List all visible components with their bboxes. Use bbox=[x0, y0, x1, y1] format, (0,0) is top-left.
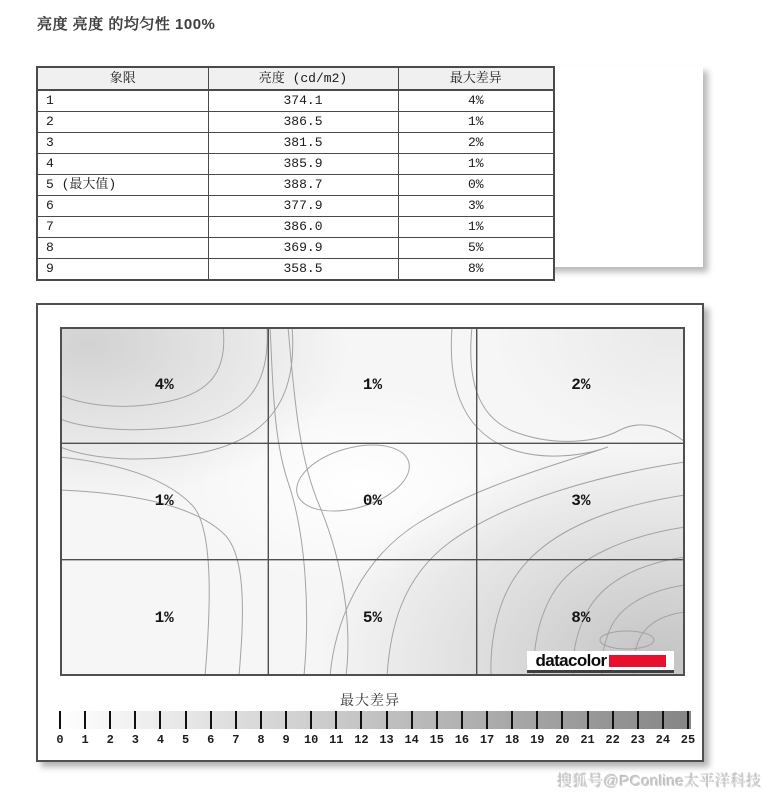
table-cell: 377.9 bbox=[208, 196, 398, 217]
watermark: 搜狐号@PConline太平洋科技 bbox=[557, 773, 762, 790]
table-cell: 1 bbox=[37, 90, 208, 112]
quadrant-label: 0% bbox=[362, 492, 383, 511]
scale-tick-label: 23 bbox=[630, 733, 645, 747]
quadrant-label: 1% bbox=[362, 376, 383, 395]
scale-tick bbox=[159, 711, 161, 729]
scale-tick bbox=[335, 711, 337, 729]
scale-tick-label: 17 bbox=[479, 733, 495, 747]
table-cell: 1% bbox=[398, 217, 554, 238]
scale-tick bbox=[134, 711, 136, 729]
quadrant-label: 5% bbox=[362, 608, 383, 627]
scale-tick bbox=[84, 711, 86, 729]
quadrant-label: 8% bbox=[571, 608, 591, 627]
uniformity-contour-panel bbox=[36, 303, 704, 762]
scale-tick bbox=[536, 711, 538, 729]
scale-tick bbox=[587, 711, 589, 729]
scale-tick bbox=[260, 711, 262, 729]
scale-tick-label: 6 bbox=[207, 733, 215, 747]
scale-tick bbox=[285, 711, 287, 729]
scale-tick-label: 15 bbox=[429, 733, 444, 747]
table-cell: 4 bbox=[37, 154, 208, 175]
scale-tick-label: 22 bbox=[605, 733, 620, 747]
scale-tick-label: 0 bbox=[56, 733, 64, 747]
table-cell: 3 bbox=[37, 133, 208, 154]
table-cell: 4% bbox=[398, 90, 554, 112]
scale-tick bbox=[109, 711, 111, 729]
scale-tick-label: 11 bbox=[329, 733, 344, 747]
table-cell: 386.5 bbox=[208, 112, 398, 133]
datacolor-logo-red-bar bbox=[609, 655, 666, 667]
table-row bbox=[37, 238, 554, 259]
scale-tick-label: 13 bbox=[379, 733, 394, 747]
table-cell: 369.9 bbox=[208, 238, 398, 259]
table-cell: 5 (最大值) bbox=[37, 175, 208, 196]
scale-tick bbox=[637, 711, 639, 729]
contour-map bbox=[60, 327, 685, 676]
table-cell: 0% bbox=[398, 175, 554, 196]
table-header-cell: 最大差异 bbox=[398, 67, 554, 90]
table-row bbox=[37, 154, 554, 175]
uniformity-table-panel bbox=[36, 66, 703, 276]
table-row bbox=[37, 196, 554, 217]
table-cell: 8 bbox=[37, 238, 208, 259]
scale-tick bbox=[360, 711, 362, 729]
table-header-row bbox=[37, 67, 554, 90]
table-cell: 2 bbox=[37, 112, 208, 133]
table-row bbox=[37, 217, 554, 238]
quadrant-label: 3% bbox=[571, 492, 591, 511]
scale-tick-label: 1 bbox=[81, 733, 89, 747]
scale-tick-label: 2 bbox=[106, 733, 114, 747]
table-row bbox=[37, 133, 554, 154]
quadrant-label: 2% bbox=[571, 376, 591, 395]
quadrant-label: 1% bbox=[154, 492, 174, 511]
table-cell: 385.9 bbox=[208, 154, 398, 175]
scale-tick bbox=[436, 711, 438, 729]
scale-tick bbox=[687, 711, 689, 729]
scale-tick-label: 16 bbox=[454, 733, 470, 747]
scale-tick-label: 14 bbox=[404, 733, 419, 747]
quadrant-label: 4% bbox=[154, 376, 174, 395]
table-cell: 381.5 bbox=[208, 133, 398, 154]
scale-tick bbox=[461, 711, 463, 729]
scale-tick-label: 12 bbox=[354, 733, 369, 747]
table-cell: 9 bbox=[37, 259, 208, 281]
scale-tick bbox=[185, 711, 187, 729]
scale-tick bbox=[561, 711, 563, 729]
scale-tick bbox=[511, 711, 513, 729]
table-cell: 6 bbox=[37, 196, 208, 217]
table-cell: 1% bbox=[398, 154, 554, 175]
table-cell: 386.0 bbox=[208, 217, 398, 238]
scale-tick bbox=[662, 711, 664, 729]
datacolor-logo bbox=[527, 651, 674, 673]
table-header-cell: 亮度 (cd/m2) bbox=[208, 67, 398, 90]
quadrant-label: 1% bbox=[154, 608, 174, 627]
quadrant-labels bbox=[60, 327, 685, 676]
scale-tick bbox=[411, 711, 413, 729]
scale-title: 最大差异 bbox=[340, 692, 400, 708]
scale-tick-label: 4 bbox=[156, 733, 165, 747]
table-cell: 358.5 bbox=[208, 259, 398, 281]
table-cell: 1% bbox=[398, 112, 554, 133]
scale-tick bbox=[59, 711, 61, 729]
scale-tick-label: 20 bbox=[555, 733, 570, 747]
scale-tick-label: 9 bbox=[282, 733, 290, 747]
gradient-scale-bar bbox=[56, 711, 696, 747]
table-row bbox=[37, 175, 554, 196]
scale-tick bbox=[235, 711, 237, 729]
scale-tick-label: 10 bbox=[303, 733, 319, 747]
scale-tick-label: 19 bbox=[530, 733, 545, 747]
page-title: 亮度 亮度 的均匀性 100% bbox=[37, 16, 216, 33]
table-cell: 388.7 bbox=[208, 175, 398, 196]
table-cell: 7 bbox=[37, 217, 208, 238]
scale-tick bbox=[612, 711, 614, 729]
scale-tick-label: 5 bbox=[181, 733, 190, 747]
table-row bbox=[37, 90, 554, 112]
table-cell: 5% bbox=[398, 238, 554, 259]
table-row bbox=[37, 112, 554, 133]
scale-tick bbox=[210, 711, 212, 729]
scale-tick-label: 7 bbox=[232, 733, 240, 747]
scale-tick-label: 24 bbox=[655, 733, 671, 747]
scale-tick-label: 21 bbox=[580, 733, 595, 747]
scale-tick bbox=[310, 711, 312, 729]
scale-tick-label: 3 bbox=[131, 733, 139, 747]
gradient-fill bbox=[59, 711, 691, 729]
scale-tick-label: 18 bbox=[504, 733, 520, 747]
table-cell: 3% bbox=[398, 196, 554, 217]
table-row bbox=[37, 259, 554, 281]
uniformity-table bbox=[36, 66, 555, 281]
scale-tick-label: 25 bbox=[680, 733, 696, 747]
table-cell: 2% bbox=[398, 133, 554, 154]
scale-tick bbox=[486, 711, 488, 729]
table-header-cell: 象限 bbox=[37, 67, 208, 90]
table-cell: 8% bbox=[398, 259, 554, 281]
table-cell: 374.1 bbox=[208, 90, 398, 112]
scale-tick bbox=[386, 711, 388, 729]
datacolor-logo-text: datacolor bbox=[535, 650, 607, 670]
scale-tick-label: 8 bbox=[257, 733, 265, 747]
